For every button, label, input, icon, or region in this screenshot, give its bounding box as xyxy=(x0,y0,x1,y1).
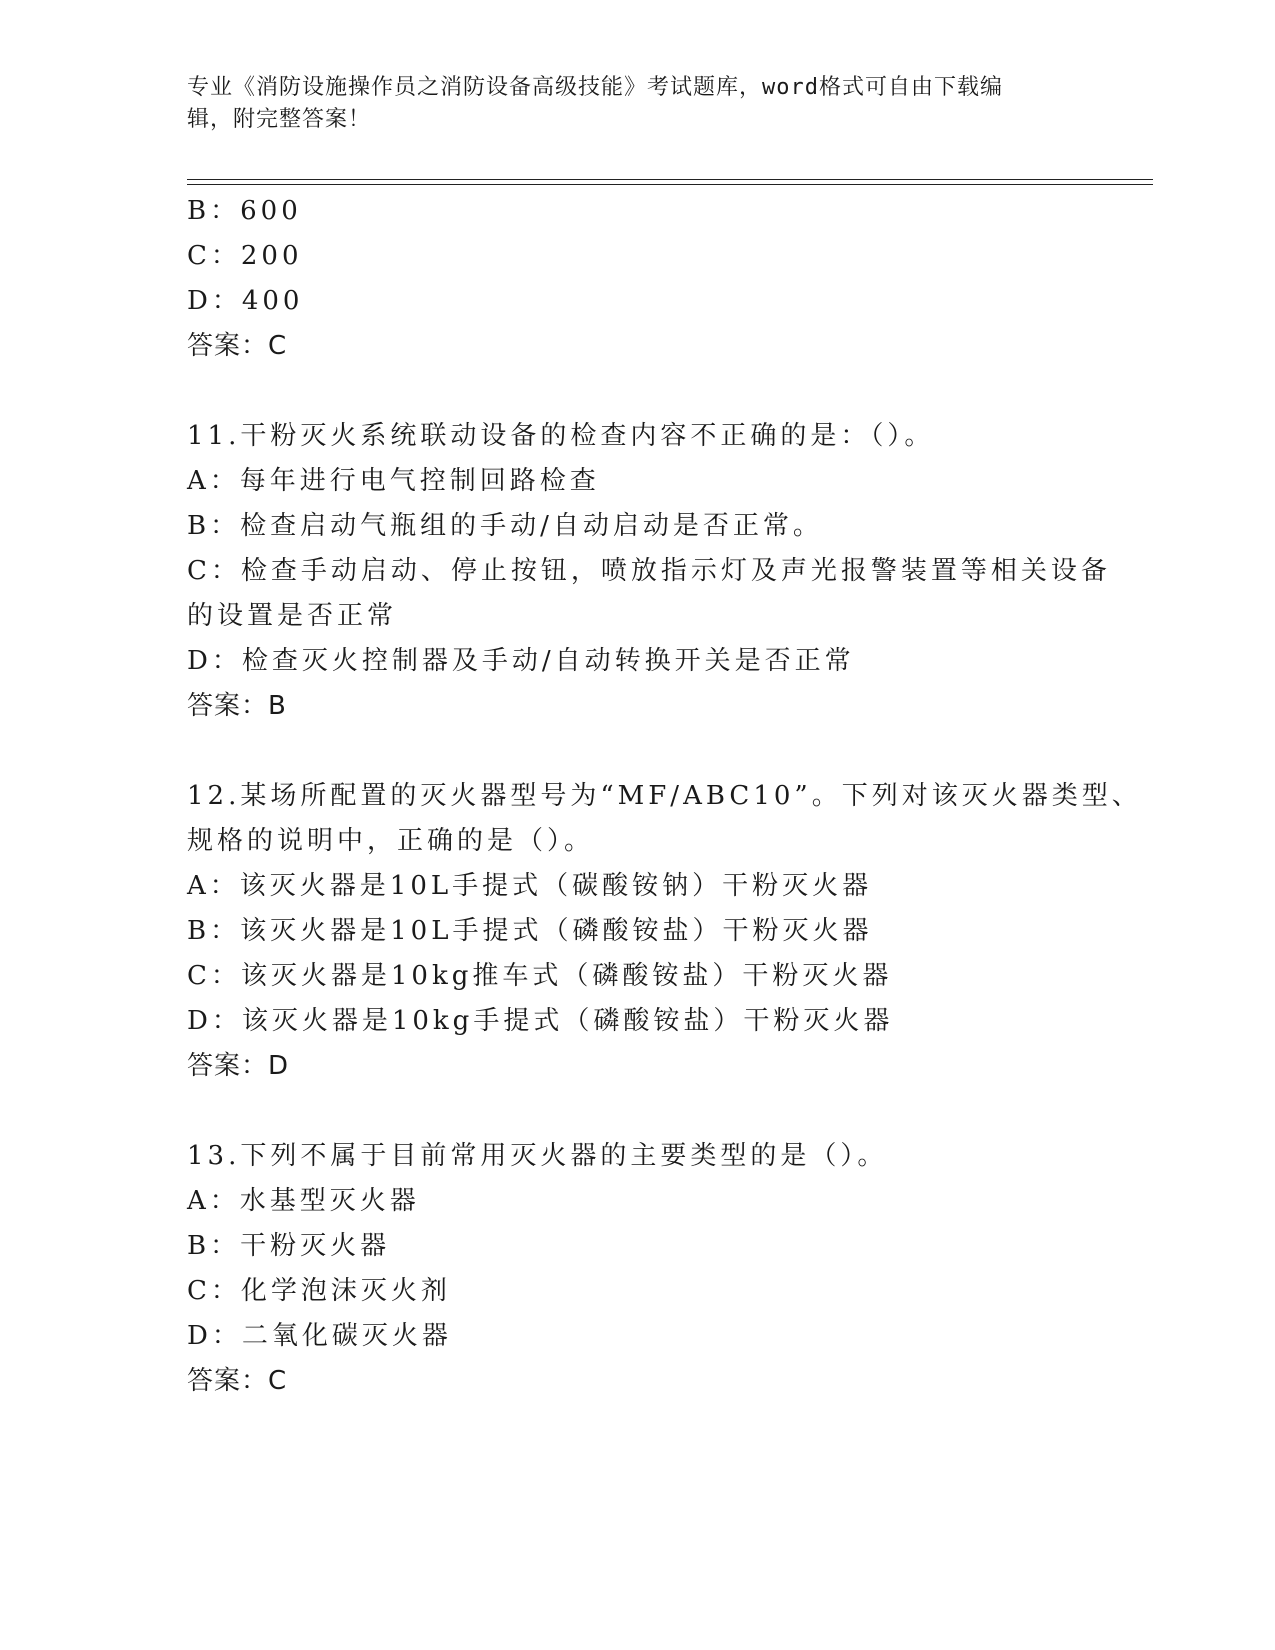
q12-option-c: C：该灭火器是10kg推车式（磷酸铵盐）干粉灭火器 xyxy=(187,961,893,991)
header-rule-top xyxy=(187,179,1153,180)
q11-stem: 11.干粉灭火系统联动设备的检查内容不正确的是：（）。 xyxy=(187,421,935,451)
q11-option-a: A：每年进行电气控制回路检查 xyxy=(187,466,600,496)
q13-option-d: D：二氧化碳灭火器 xyxy=(187,1321,452,1351)
q13-option-b: B：干粉灭火器 xyxy=(187,1231,391,1261)
header-line-1: 专业《消防设施操作员之消防设备高级技能》考试题库，word格式可自由下载编 xyxy=(187,75,1003,100)
header-rule-bottom xyxy=(187,184,1153,185)
answer-value: D xyxy=(268,1051,290,1081)
q13-stem: 13.下列不属于目前常用灭火器的主要类型的是（）。 xyxy=(187,1141,888,1171)
q12-option-d: D：该灭火器是10kg手提式（磷酸铵盐）干粉灭火器 xyxy=(187,1006,894,1036)
header-line-2: 辑，附完整答案！ xyxy=(187,107,372,132)
answer-label: 答案： xyxy=(187,1366,269,1396)
q12-stem-line-2: 规格的说明中，正确的是（）。 xyxy=(187,826,595,856)
answer-value: C xyxy=(268,331,288,361)
q11-option-d: D：检查灭火控制器及手动/自动转换开关是否正常 xyxy=(187,646,855,676)
answer-label: 答案： xyxy=(187,331,269,361)
q11-option-b: B：检查启动气瓶组的手动/自动启动是否正常。 xyxy=(187,511,823,541)
q10-answer xyxy=(187,329,287,363)
answer-label: 答案： xyxy=(187,1051,269,1081)
q12-stem-line-1: 12.某场所配置的灭火器型号为“MF/ABC10”。下列对该灭火器类型、 xyxy=(187,781,1142,811)
q10-option-b: B：600 xyxy=(187,196,302,226)
answer-label: 答案： xyxy=(187,691,269,721)
q12-option-a: A：该灭火器是10L手提式（碳酸铵钠）干粉灭火器 xyxy=(187,871,873,901)
answer-value: C xyxy=(268,1366,288,1396)
q13-answer xyxy=(187,1364,287,1398)
q11-option-c-line-1: C：检查手动启动、停止按钮，喷放指示灯及声光报警装置等相关设备 xyxy=(187,556,1111,586)
q13-option-c: C：化学泡沫灭火剂 xyxy=(187,1276,451,1306)
q10-option-d: D：400 xyxy=(187,286,304,316)
q12-answer xyxy=(187,1049,289,1083)
q11-option-c-line-2: 的设置是否正常 xyxy=(187,601,398,631)
answer-value: B xyxy=(268,691,287,721)
document-header xyxy=(187,72,1067,136)
q10-option-c: C：200 xyxy=(187,241,303,271)
q12-option-b: B：该灭火器是10L手提式（磷酸铵盐）干粉灭火器 xyxy=(187,916,873,946)
q11-answer xyxy=(187,689,287,723)
q13-option-a: A：水基型灭火器 xyxy=(187,1186,420,1216)
